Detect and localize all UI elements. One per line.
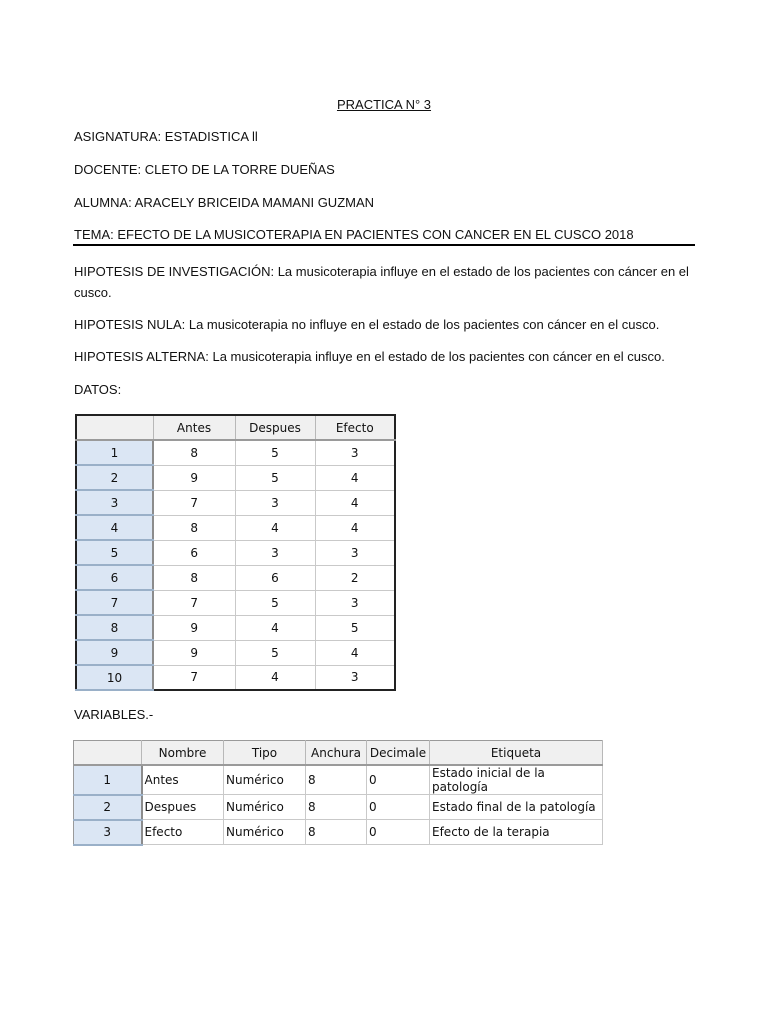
datos-row-cell[interactable]: 3: [315, 440, 395, 465]
datos-row: [76, 465, 395, 490]
variables-row-cell[interactable]: 0: [367, 795, 430, 820]
variables-row-header[interactable]: 1: [74, 765, 142, 795]
variables-row-header[interactable]: 2: [74, 795, 142, 820]
datos-row: [76, 615, 395, 640]
variables-row-cell[interactable]: Numérico: [224, 820, 306, 845]
variables-row-cell[interactable]: Estado final de la patología: [430, 795, 603, 820]
datos-row-cell[interactable]: 3: [235, 490, 315, 515]
datos-row-cell[interactable]: 7: [153, 590, 235, 615]
datos-row-cell[interactable]: 9: [153, 615, 235, 640]
asignatura-line: ASIGNATURA: ESTADISTICA ll: [74, 129, 258, 144]
variables-row-cell[interactable]: 8: [306, 820, 367, 845]
datos-row-cell[interactable]: 7: [153, 665, 235, 690]
datos-row-cell[interactable]: 5: [235, 465, 315, 490]
datos-row: [76, 590, 395, 615]
datos-row-cell[interactable]: 8: [153, 515, 235, 540]
datos-row-cell[interactable]: 9: [153, 640, 235, 665]
datos-row-header[interactable]: 1: [76, 440, 153, 465]
datos-col-header[interactable]: Despues: [235, 415, 315, 440]
datos-row: [76, 490, 395, 515]
datos-col-header[interactable]: Antes: [153, 415, 235, 440]
datos-row-cell[interactable]: 4: [315, 490, 395, 515]
page-title: PRACTICA N° 3: [336, 97, 432, 112]
hipotesis-investigacion-text: La musicoterapia influye en el estado de los pacientes con cáncer en el cusco.: [74, 264, 689, 300]
datos-header-row: [76, 415, 395, 440]
datos-row-cell[interactable]: 3: [235, 540, 315, 565]
datos-row-cell[interactable]: 4: [235, 665, 315, 690]
variables-table: [73, 740, 603, 846]
datos-row-cell[interactable]: 6: [235, 565, 315, 590]
variables-row: [74, 795, 603, 820]
datos-row-cell[interactable]: 8: [153, 440, 235, 465]
datos-row: [76, 540, 395, 565]
datos-row: [76, 665, 395, 690]
variables-row-cell[interactable]: Numérico: [224, 765, 306, 795]
datos-col-header[interactable]: Efecto: [315, 415, 395, 440]
datos-row-cell[interactable]: 4: [235, 615, 315, 640]
datos-row-cell[interactable]: 5: [235, 440, 315, 465]
variables-col-header[interactable]: Decimale: [367, 741, 430, 766]
hipotesis-investigacion: [74, 261, 694, 303]
datos-row-cell[interactable]: 8: [153, 565, 235, 590]
datos-row-header[interactable]: 8: [76, 615, 153, 640]
variables-col-header[interactable]: Tipo: [224, 741, 306, 766]
variables-col-header[interactable]: Nombre: [142, 741, 224, 766]
datos-row-cell[interactable]: 5: [315, 615, 395, 640]
datos-row-header[interactable]: 7: [76, 590, 153, 615]
variables-col-header[interactable]: Anchura: [306, 741, 367, 766]
datos-row-cell[interactable]: 3: [315, 590, 395, 615]
hipotesis-nula: [74, 314, 694, 335]
hipotesis-alterna-text: La musicoterapia influye en el estado de los pacientes con cáncer en el cusco.: [208, 349, 665, 364]
hipotesis-alterna: [74, 346, 694, 367]
datos-row-cell[interactable]: 4: [315, 465, 395, 490]
datos-row-cell[interactable]: 6: [153, 540, 235, 565]
variables-row-cell[interactable]: 8: [306, 795, 367, 820]
datos-row: [76, 640, 395, 665]
variables-row-cell[interactable]: Numérico: [224, 795, 306, 820]
datos-row-header[interactable]: 10: [76, 665, 153, 690]
variables-header-row: [74, 741, 603, 766]
variables-label: VARIABLES.-: [74, 707, 154, 722]
datos-row: [76, 440, 395, 465]
datos-row-cell[interactable]: 9: [153, 465, 235, 490]
variables-row-cell[interactable]: 8: [306, 765, 367, 795]
variables-row-cell[interactable]: Estado inicial de la patología: [430, 765, 603, 795]
datos-row: [76, 515, 395, 540]
variables-row-cell[interactable]: Efecto: [142, 820, 224, 845]
datos-row-cell[interactable]: 3: [315, 665, 395, 690]
datos-row-cell[interactable]: 7: [153, 490, 235, 515]
datos-row-cell[interactable]: 5: [235, 590, 315, 615]
datos-label: DATOS:: [74, 382, 122, 397]
datos-table: [75, 414, 396, 691]
variables-row-cell[interactable]: Efecto de la terapia: [430, 820, 603, 845]
datos-row-cell[interactable]: 3: [315, 540, 395, 565]
hipotesis-nula-text: La musicoterapia no influye en el estado de los pacientes con cáncer en el cusco.: [185, 317, 660, 332]
variables-row-cell[interactable]: 0: [367, 765, 430, 795]
datos-row-header[interactable]: 9: [76, 640, 153, 665]
hipotesis-alterna-label: HIPOTESIS ALTERNA:: [74, 349, 209, 364]
hipotesis-nula-label: HIPOTESIS NULA:: [74, 317, 186, 332]
datos-row-cell[interactable]: 4: [315, 515, 395, 540]
alumna-line: ALUMNA: ARACELY BRICEIDA MAMANI GUZMAN: [74, 195, 375, 210]
datos-row-header[interactable]: 6: [76, 565, 153, 590]
datos-corner-cell: [76, 415, 153, 440]
datos-row-header[interactable]: 5: [76, 540, 153, 565]
variables-row-cell[interactable]: Despues: [142, 795, 224, 820]
variables-row-cell[interactable]: Antes: [142, 765, 224, 795]
variables-row: [74, 820, 603, 845]
variables-corner-cell: [74, 741, 142, 766]
variables-row-header[interactable]: 3: [74, 820, 142, 845]
divider: [73, 244, 695, 246]
variables-row: [74, 765, 603, 795]
tema-line: TEMA: EFECTO DE LA MUSICOTERAPIA EN PACIENTES CON CANCER EN EL CUSCO 2018: [74, 227, 634, 242]
datos-row-cell[interactable]: 5: [235, 640, 315, 665]
variables-row-cell[interactable]: 0: [367, 820, 430, 845]
hipotesis-investigacion-label: HIPOTESIS DE INVESTIGACIÓN:: [74, 264, 275, 279]
datos-row-cell[interactable]: 4: [235, 515, 315, 540]
datos-row-header[interactable]: 3: [76, 490, 153, 515]
docente-line: DOCENTE: CLETO DE LA TORRE DUEÑAS: [74, 162, 335, 177]
variables-col-header[interactable]: Etiqueta: [430, 741, 603, 766]
datos-row-cell[interactable]: 4: [315, 640, 395, 665]
datos-row-header[interactable]: 4: [76, 515, 153, 540]
datos-row: [76, 565, 395, 590]
datos-row-header[interactable]: 2: [76, 465, 153, 490]
datos-row-cell[interactable]: 2: [315, 565, 395, 590]
